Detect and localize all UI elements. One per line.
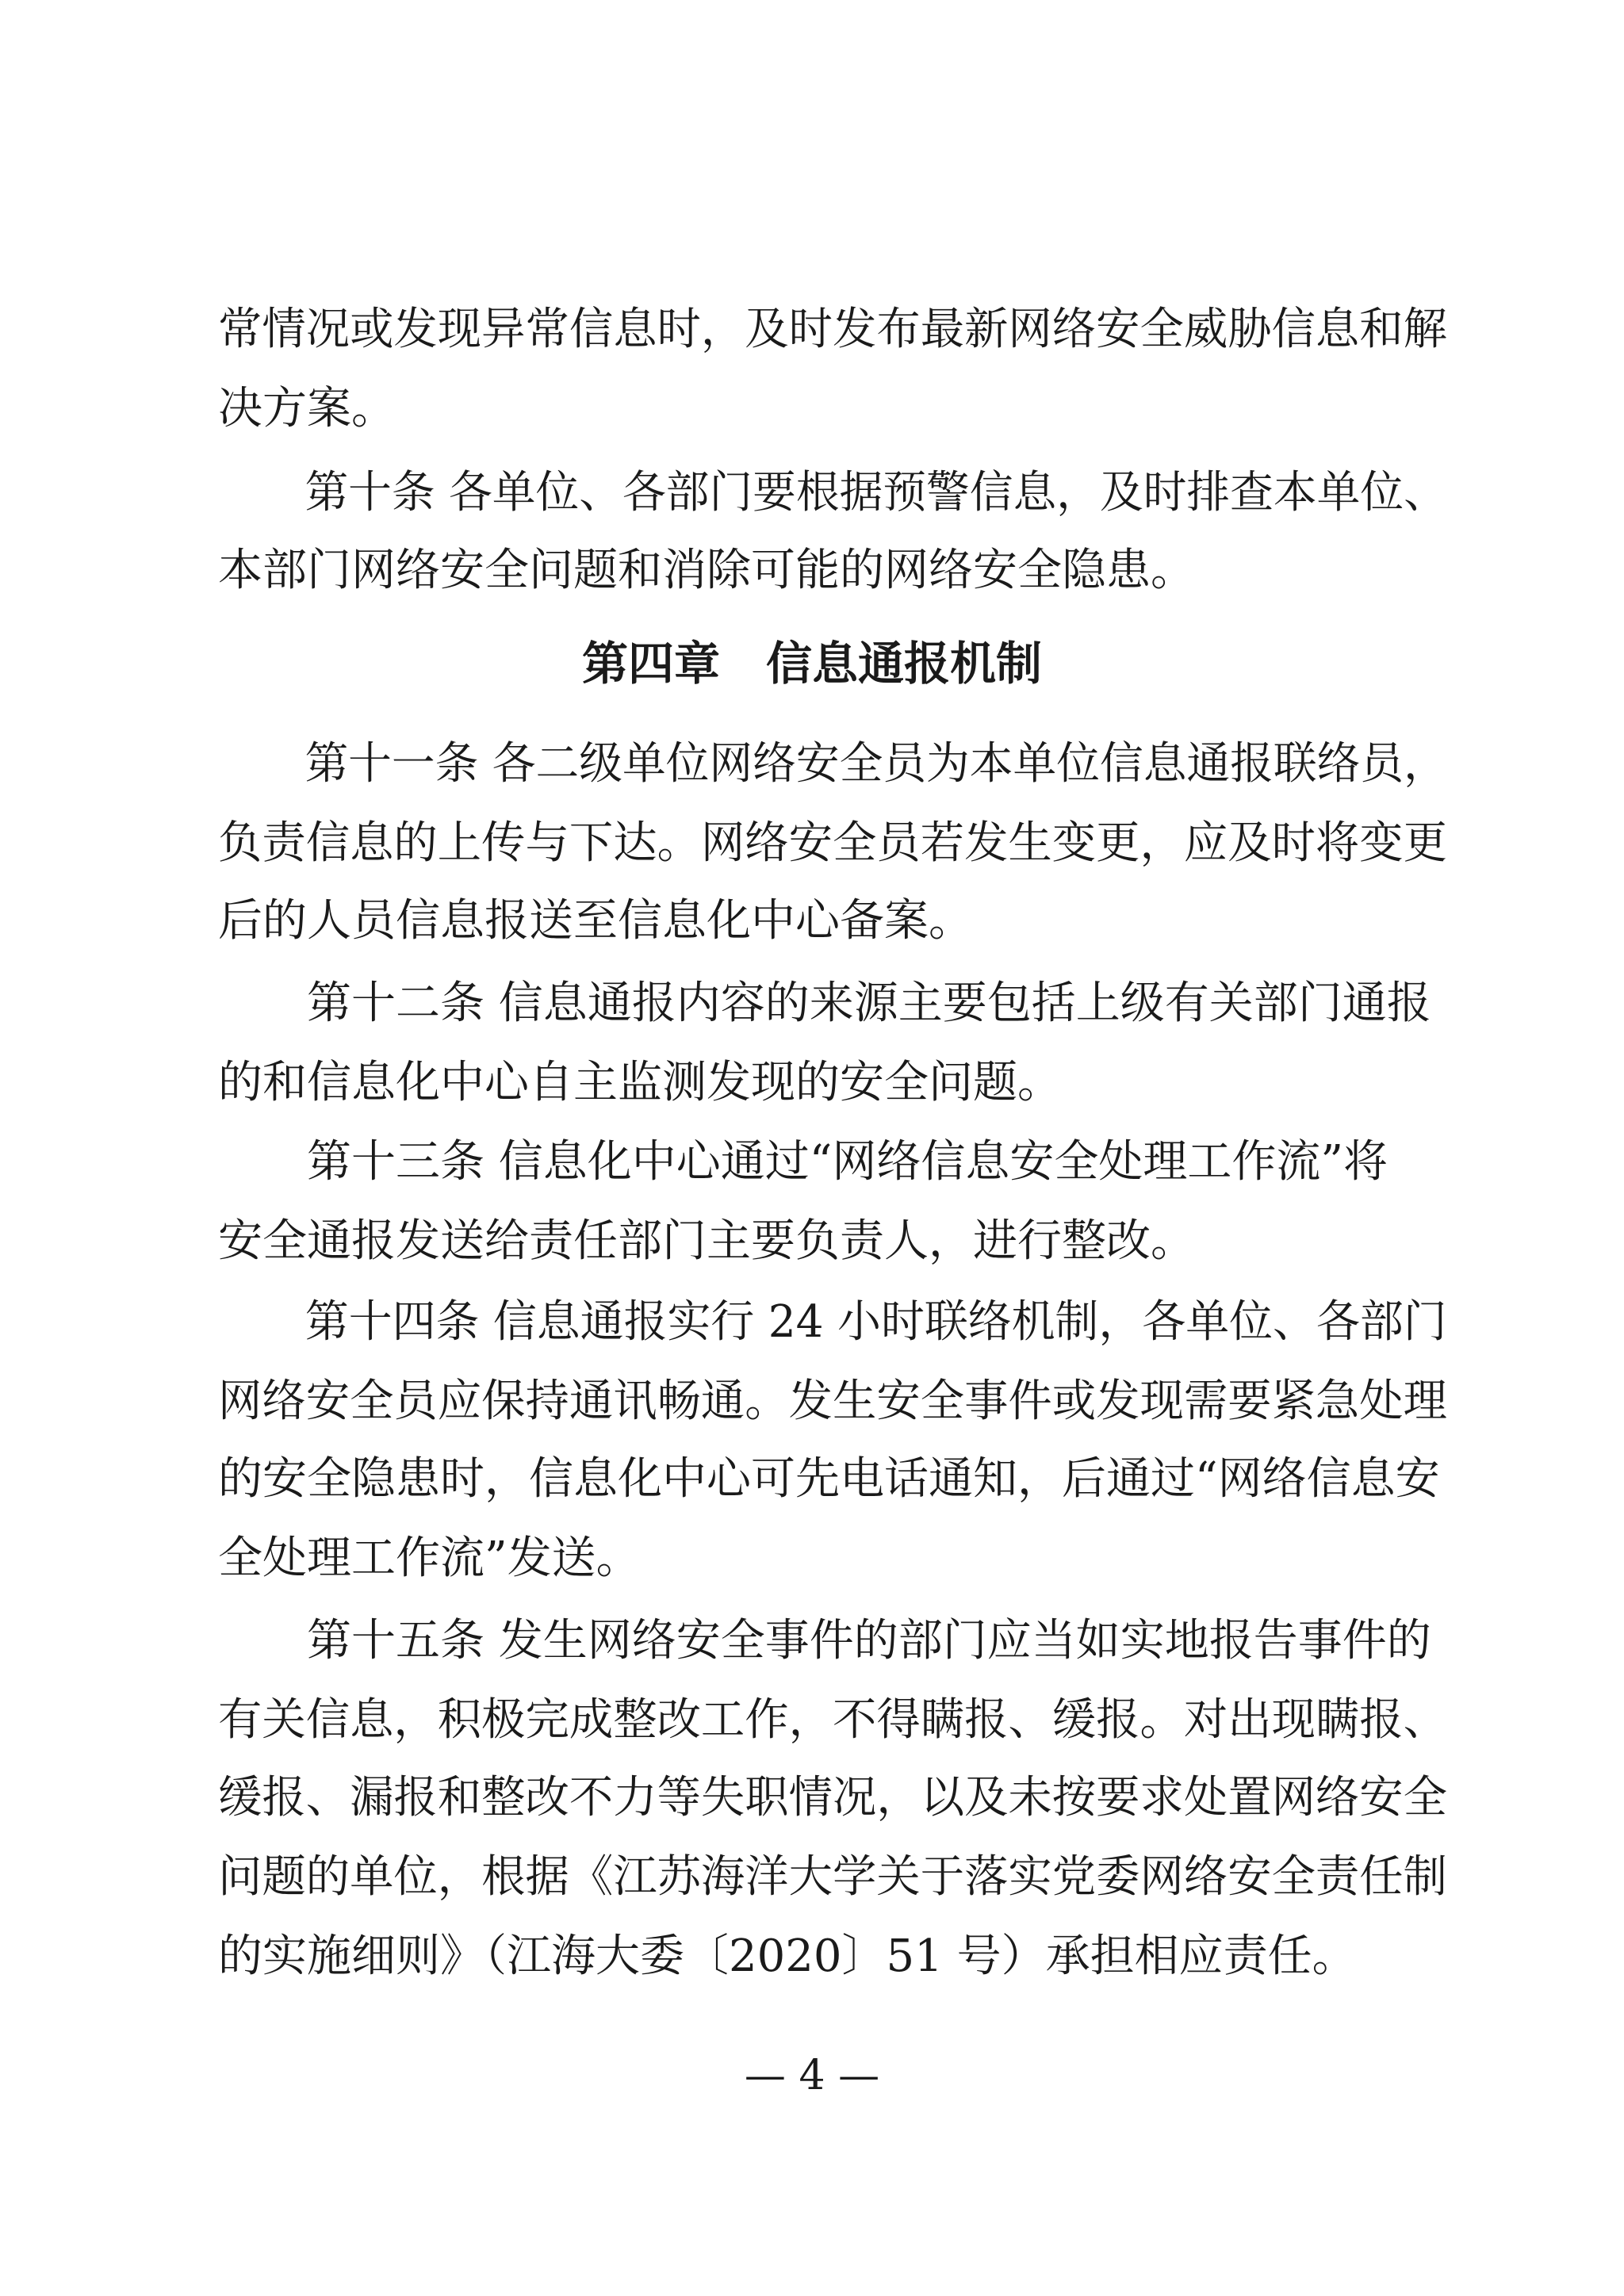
text-line: 常情况或发现异常信息时，及时发布最新网络安全威胁信息和解 <box>218 304 1447 355</box>
article-11-line: 第十一条 各二级单位网络安全员为本单位信息通报联络员， <box>218 738 1447 790</box>
text-line: 决方案。 <box>218 383 396 434</box>
page-number: — 4 — <box>744 2052 880 2099</box>
text-line: 的安全隐患时，信息化中心可先电话通知，后通过“网络信息安 <box>218 1453 1440 1505</box>
text-line: 问题的单位，根据《江苏海洋大学关于落实党委网络安全责任制 <box>218 1851 1447 1903</box>
article-15-line: 第十五条 发生网络安全事件的部门应当如实地报告事件的 <box>218 1615 1431 1667</box>
text-line: 网络安全员应保持通讯畅通。发生安全事件或发现需要紧急处理 <box>218 1376 1447 1427</box>
text-line: 后的人员信息报送至信息化中心备案。 <box>218 895 973 947</box>
article-13-line: 第十三条 信息化中心通过“网络信息安全处理工作流”将 <box>218 1136 1388 1188</box>
text-line: 本部门网络安全问题和消除可能的网络安全隐患。 <box>218 545 1195 596</box>
chapter-heading: 第四章 信息通报机制 <box>581 637 1042 691</box>
text-line: 的和信息化中心自主监测发现的安全问题。 <box>218 1057 1062 1108</box>
text-line: 负责信息的上传与下达。网络安全员若发生变更，应及时将变更 <box>218 817 1447 869</box>
article-10-line: 第十条 各单位、各部门要根据预警信息，及时排查本单位、 <box>218 467 1447 519</box>
text-line: 的实施细则》（江海大委〔2020〕51 号）承担相应责任。 <box>218 1931 1357 1982</box>
article-12-line: 第十二条 信息通报内容的来源主要包括上级有关部门通报 <box>218 978 1431 1029</box>
text-line: 有关信息，积极完成整改工作，不得瞒报、缓报。对出现瞒报、 <box>218 1694 1447 1746</box>
text-line: 全处理工作流”发送。 <box>218 1533 641 1584</box>
text-line: 缓报、漏报和整改不力等失职情况，以及未按要求处置网络安全 <box>218 1772 1447 1823</box>
text-line: 安全通报发送给责任部门主要负责人，进行整改。 <box>218 1215 1195 1267</box>
article-14-line: 第十四条 信息通报实行 24 小时联络机制，各单位、各部门 <box>218 1296 1447 1348</box>
